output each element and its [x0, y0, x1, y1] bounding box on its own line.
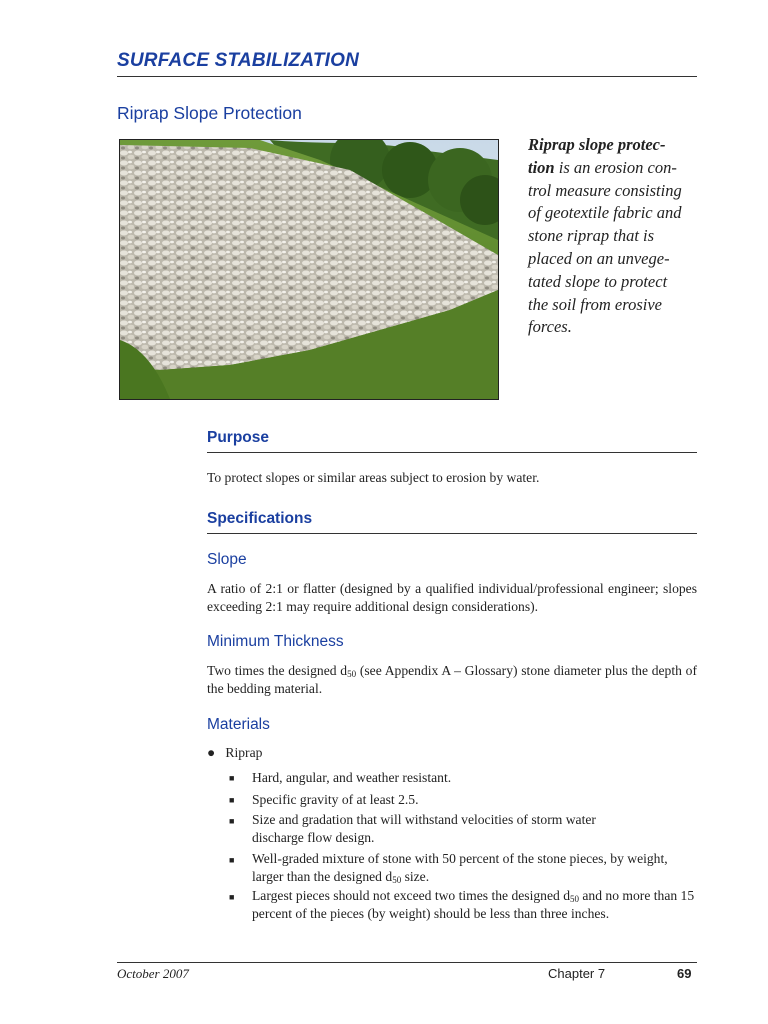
intro-line: of geotextile fabric and — [528, 203, 682, 223]
purpose-text: To protect slopes or similar areas subject to erosion by water. — [207, 470, 540, 485]
specifications-heading: Specifications — [207, 510, 697, 534]
intro-line: forces. — [528, 317, 572, 337]
riprap-slope-illustration — [120, 140, 498, 399]
footer-page-number: 69 — [677, 966, 692, 981]
minimum-thickness-heading: Minimum Thickness — [207, 633, 344, 650]
section-title: Riprap Slope Protection — [117, 103, 302, 123]
thickness-text-b: (see Appendix A – Glossary) stone diameter plus the depth of the bedding material. — [207, 663, 697, 696]
header-rule — [117, 76, 697, 77]
material-item — [252, 887, 700, 923]
intro-line: the soil from erosive — [528, 294, 662, 314]
chapter-header — [117, 50, 697, 77]
footer-date: October 2007 — [117, 966, 189, 981]
materials-heading: Materials — [207, 716, 270, 733]
material-item — [252, 850, 682, 886]
slope-text: A ratio of 2:1 or flatter (designed by a qualified individual/professional engineer; slopes exceeding 2:1 may require additional design considerations). — [207, 581, 697, 614]
square-bullet-icon: ■ — [229, 892, 235, 902]
bullet-dot-icon: ● — [207, 745, 216, 760]
intro-line: trol measure consisting — [528, 180, 682, 200]
intro-line: tated slope to protect — [528, 271, 668, 291]
thickness-text-a: Two times the designed d — [207, 663, 348, 678]
intro-paragraph — [528, 134, 697, 339]
item4-text-b: size. — [401, 868, 430, 884]
item5-text-b: and no more than 15 percent of the pieces (by weight) should be less than three inches. — [252, 888, 695, 921]
square-bullet-icon: ■ — [229, 855, 235, 865]
intro-line: stone riprap that is — [528, 226, 655, 246]
slope-heading: Slope — [207, 551, 247, 568]
bullet-label: Riprap — [225, 745, 263, 760]
bullet-riprap — [207, 745, 262, 761]
intro-term-cont: tion — [528, 157, 555, 177]
square-bullet-icon: ■ — [229, 816, 235, 826]
d50-subscript: 50 — [347, 669, 357, 679]
footer-rule — [117, 962, 697, 963]
d50-subscript: 50 — [392, 874, 402, 885]
d50-subscript: 50 — [570, 894, 579, 904]
riprap-slope-photo — [119, 139, 499, 400]
material-item: Specific gravity of at least 2.5. — [252, 792, 419, 807]
material-item: Size and gradation that will withstand velocities of storm water discharge flow design. — [252, 812, 596, 845]
minimum-thickness-text — [207, 662, 697, 697]
square-bullet-icon: ■ — [229, 773, 235, 783]
footer-chapter: Chapter 7 — [548, 966, 606, 981]
intro-term: Riprap slope protec- — [528, 135, 666, 154]
intro-line: is an erosion con- — [554, 157, 677, 177]
item4-text-a: Well-graded mixture of stone with 50 percent of the stone pieces, by weight, larger than the designed d — [252, 851, 668, 884]
square-bullet-icon: ■ — [229, 795, 235, 805]
item5-text-a: Largest pieces should not exceed two times the designed d — [252, 888, 570, 903]
purpose-heading: Purpose — [207, 429, 697, 453]
material-item: Hard, angular, and weather resistant. — [252, 770, 452, 785]
intro-line: placed on an unvege- — [528, 248, 670, 268]
chapter-title: SURFACE STABILIZATION — [117, 50, 360, 71]
